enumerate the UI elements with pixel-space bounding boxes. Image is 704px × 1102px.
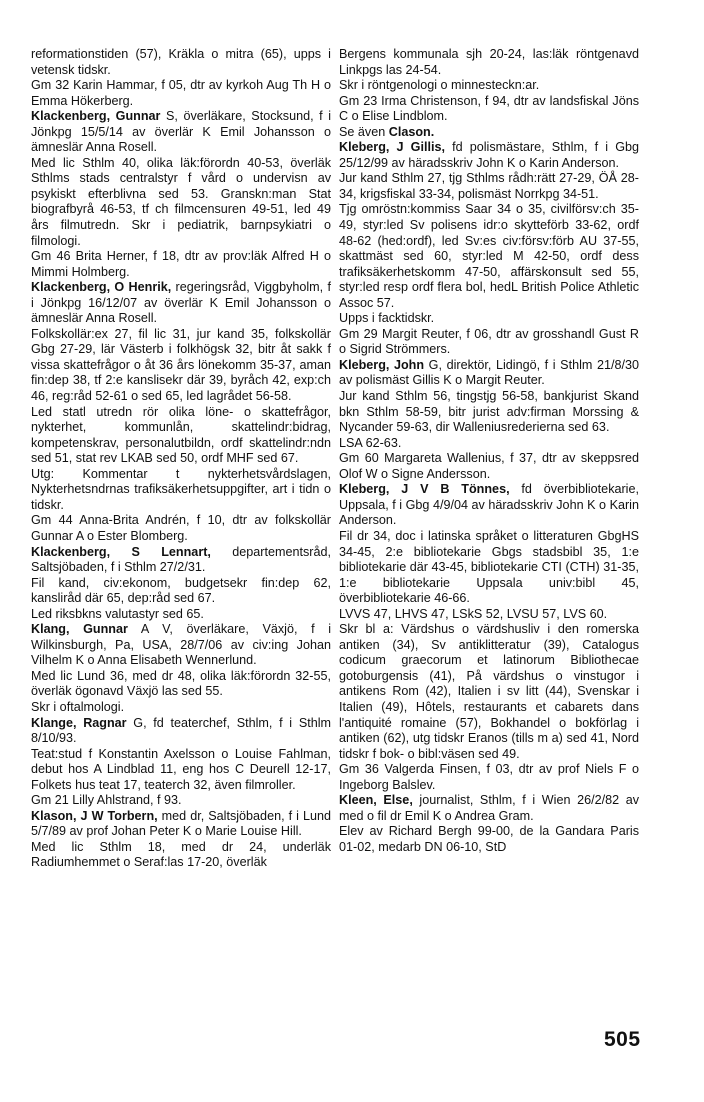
biography-paragraph — [339, 125, 639, 141]
biography-paragraph — [339, 47, 639, 78]
entry-name: Klackenberg, S Lennart, — [31, 544, 211, 559]
biography-paragraph — [31, 405, 331, 467]
paragraph-text: Gm 60 Margareta Wallenius, f 37, dtr av skeppsred Olof W o Signe Andersson. — [339, 451, 639, 481]
biography-paragraph — [339, 327, 639, 358]
biography-paragraph — [339, 389, 639, 436]
entry-name: Klackenberg, O Henrik, — [31, 280, 172, 295]
paragraph-text: Med lic Sthlm 40, olika läk:förordn 40-53, överläk Sthlms stads centralstyr f vård o undervisn av psykiskt efterblivna sed 53. Granskn:man Stat biografbyrå 46-53, tf ch filmcensuren 49-51, led 49 års filmutredn. Skr i pediatrik, barnpsykiatri o filmologi. — [31, 155, 331, 248]
biography-entry-heading-paragraph — [31, 809, 331, 840]
entry-name: Klang, Gunnar — [31, 622, 128, 637]
biography-paragraph — [339, 78, 639, 94]
paragraph-text: A V, överläkare, Växjö, f i Wilkinsburgh, Pa, USA, 28/7/06 av civ:ing Johan Vilhelm K o Anna Elisabeth Wennerlund. — [31, 622, 331, 668]
entry-name: Kleen, Else, — [339, 793, 413, 808]
biography-paragraph — [31, 700, 331, 716]
biography-paragraph — [339, 529, 639, 607]
biography-entry-heading-paragraph — [339, 793, 639, 824]
paragraph-text: G, direktör, Lidingö, f i Sthlm 21/8/30 av polismäst Gillis K o Margit Reuter. — [339, 357, 639, 388]
biography-entry-heading-paragraph — [31, 716, 331, 747]
paragraph-text: Jur kand Sthlm 27, tjg Sthlms rådh:rätt 27-29, ÖÅ 28-34, krigsfiskal 33-34, polismäst Norrkpg 34-51. — [339, 171, 639, 201]
biography-entry-heading-paragraph — [31, 545, 331, 576]
paragraph-text: Gm 44 Anna-Brita Andrén, f 10, dtr av folkskollär Gunnar A o Ester Blomberg. — [31, 513, 331, 543]
biography-paragraph — [339, 202, 639, 311]
biography-paragraph — [339, 94, 639, 125]
paragraph-text: Med lic Sthlm 18, med dr 24, underläk Radiumhemmet o Seraf:las 17-20, överläk — [31, 839, 331, 870]
biography-entry-heading-paragraph — [31, 280, 331, 327]
biography-paragraph — [31, 793, 331, 809]
biography-entry-heading-paragraph — [339, 358, 639, 389]
cross-reference-name: Clason. — [388, 124, 435, 139]
paragraph-text: Led statl utredn rör olika löne- o skattefrågor, nykterhet, kommunlån, skattelindr:bidrag, kompetenskrav, personalutbildn, ordf skattelindr:ndn sed 51, stat rev LKAB sed 50, ordf MHF sed 67. — [31, 404, 331, 466]
biography-paragraph — [339, 451, 639, 482]
paragraph-text: Jur kand Sthlm 56, tingstjg 56-58, bankjurist Skand bkn Sthlm 58-59, bitr jurist adv:firman Morssing & Nycander 59-63, dir Walleniusrederierna sed 63. — [339, 389, 639, 435]
entry-name: Klason, J W Torbern, — [31, 808, 158, 823]
entry-name: Kleberg, John — [339, 357, 425, 372]
paragraph-text: Fil kand, civ:ekonom, budgetsekr fin:dep 62, kansliråd där 65, dep:råd sed 67. — [31, 575, 331, 606]
biography-entry-heading-paragraph — [339, 140, 639, 171]
paragraph-text: Gm 36 Valgerda Finsen, f 03, dtr av prof Niels F o Ingeborg Balslev. — [339, 762, 639, 792]
paragraph-text: LSA 62-63. — [339, 435, 402, 450]
paragraph-text: Led riksbkns valutastyr sed 65. — [31, 606, 204, 621]
biography-paragraph — [31, 467, 331, 514]
biography-paragraph — [31, 156, 331, 249]
paragraph-text: Skr i röntgenologi o minnesteckn:ar. — [339, 78, 540, 93]
paragraph-text: S, överläkare, Stocksund, f i Jönkpg 15/5/14 av överlär K Emil Johansson o ämneslär Anna Rosell. — [31, 109, 332, 155]
entry-name: Klange, Ragnar — [31, 715, 127, 730]
paragraph-text: Fil dr 34, doc i latinska språket o litteraturen GbgHS 34-45, 2:e bibliotekarie Gbgs stadsbibl 35, 1:e bibliotekarie där 43-45, bibliotekarie CTI (CTH) 31-35, 1:e bibliotekarie Uppsala univ:bibl 45, överbibliotekarie 46-66. — [339, 528, 639, 606]
biography-paragraph — [339, 607, 639, 623]
paragraph-text: Gm 23 Irma Christenson, f 94, dtr av landsfiskal Jöns C o Elise Lindblom. — [339, 93, 639, 124]
paragraph-text: Upps i facktidskr. — [339, 311, 435, 326]
biography-entry-heading-paragraph — [31, 109, 331, 156]
biography-paragraph — [31, 78, 331, 109]
paragraph-text: G, fd teaterchef, Sthlm, f i Sthlm 8/10/93. — [31, 715, 332, 746]
paragraph-text: Med lic Lund 36, med dr 48, olika läk:förordn 32-55, överläk ögonavd Växjö las sed 55. — [31, 668, 331, 699]
paragraph-text: Teat:stud f Konstantin Axelsson o Louise Fahlman, debut hos A Lindblad 11, eng hos C Deurell 12-17, Folkets hus teat 17, teaterch 32, även filmroller. — [31, 746, 331, 792]
paragraph-text: Utg: Kommentar t nykterhetsvårdslagen, Nykterhetsndrnas trafiksäkerhetsuppgifter, art i tidn o tidskr. — [31, 466, 331, 512]
paragraph-text: LVVS 47, LHVS 47, LSkS 52, LVSU 57, LVS 60. — [339, 606, 608, 621]
entry-name: Klackenberg, Gunnar — [31, 109, 161, 124]
biography-paragraph — [339, 622, 639, 762]
biography-paragraph — [31, 669, 331, 700]
biography-entry-heading-paragraph — [31, 622, 331, 669]
paragraph-text: med dr, Saltsjöbaden, f i Lund 5/7/89 av prof Johan Peter K o Marie Louise Hill. — [31, 808, 331, 839]
entry-name: Kleberg, J Gillis, — [339, 140, 445, 155]
paragraph-text: Elev av Richard Bergh 99-00, de la Gandara Paris 01-02, medarb DN 06-10, StD — [339, 824, 639, 854]
paragraph-text: reformationstiden (57), Kräkla o mitra (65), upps i vetensk tidskr. — [31, 47, 331, 77]
paragraph-text: Skr bl a: Värdshus o värdshusliv i den romerska antiken (34), Sv antiklitteratur (39), Catalogus codicum graecorum et latinorum Bibliothecae gotoburgensis (41), På värdshus o vinstugor i antikens Rom (42), Italien i sv litt (44), Svenskar i Italien (49), Hôtels, restaurants et cabarets dans l'antiquité romaine (57), Bokhandel o bokförlag i antiken (62), utg tidskr Eranos (tills m a) sed 41, Nord tidskr f bok- o bibl:väsen sed 49. — [339, 622, 639, 761]
biography-paragraph — [31, 249, 331, 280]
biography-paragraph — [31, 327, 331, 405]
paragraph-text: Tjg omröstn:kommiss Saar 34 o 35, civilförsv:ch 35-49, styr:led Sv polisens idr:o skytteförb 33-62, ordf 48-62 (hed:ordf), led Sv:es civ:försv:förb AU 37-55, skattmäst sed 60, styr:led M 42-50, ordf dess trafiksäkerhetskomm 47-50, affärskonsult sed 55, styr:led resp ordf flera bol, hedL British Police Athletic Assoc 57. — [339, 202, 639, 310]
right-column — [339, 47, 639, 855]
biography-paragraph — [339, 171, 639, 202]
biography-paragraph — [339, 436, 639, 452]
paragraph-text: Gm 29 Margit Reuter, f 06, dtr av grosshandl Gust R o Sigrid Strömmers. — [339, 326, 639, 357]
biography-paragraph — [31, 576, 331, 607]
paragraph-text: Gm 32 Karin Hammar, f 05, dtr av kyrkoh Aug Th H o Emma Hökerberg. — [31, 78, 331, 108]
biography-paragraph — [339, 824, 639, 855]
biography-paragraph — [31, 840, 331, 871]
biography-paragraph — [31, 47, 331, 78]
biography-paragraph — [339, 762, 639, 793]
paragraph-text: journalist, Sthlm, f i Wien 26/2/82 av med o fil dr Emil K o Andrea Gram. — [339, 793, 639, 823]
paragraph-text: regeringsråd, Viggbyholm, f i Jönkpg 16/12/07 av överlär K Emil Johansson o ämneslär Anna Rosell. — [31, 280, 331, 326]
paragraph-text: Skr i oftalmologi. — [31, 699, 125, 714]
biography-paragraph — [339, 311, 639, 327]
paragraph-text: Bergens kommunala sjh 20-24, las:läk röntgenavd Linkpgs las 24-54. — [339, 47, 639, 77]
paragraph-text: Gm 21 Lilly Ahlstrand, f 93. — [31, 793, 182, 808]
paragraph-text: Se även — [339, 124, 389, 139]
biography-paragraph — [31, 513, 331, 544]
biography-entry-heading-paragraph — [339, 482, 639, 529]
page-number: 505 — [604, 1028, 641, 1051]
paragraph-text: Folkskollär:ex 27, fil lic 31, jur kand 35, folkskollär Gbg 27-29, lär Västerb i folkhögsk 32, bitr åt sakk f vissa skattefrågor o åt 36 års lönekomm 35-37, aman fin:dep 38, tf 2:e kanslisekr där 39, byråch 42, exp:ch 46, reg:råd 52-61 o sed 65, led lagrådet 56-58. — [31, 326, 331, 404]
paragraph-text: departementsråd, Saltsjöbaden, f i Sthlm 27/2/31. — [31, 544, 331, 575]
paragraph-text: Gm 46 Brita Herner, f 18, dtr av prov:läk Alfred H o Mimmi Holmberg. — [31, 249, 331, 279]
paragraph-text: fd polismästare, Sthlm, f i Gbg 25/12/99 av häradsskriv John K o Karin Anderson. — [339, 140, 639, 170]
left-column — [31, 47, 331, 871]
biography-paragraph — [31, 607, 331, 623]
entry-name: Kleberg, J V B Tönnes, — [339, 482, 510, 497]
biography-paragraph — [31, 747, 331, 794]
paragraph-text: fd överbibliotekarie, Uppsala, f i Gbg 4/9/04 av häradsskriv John K o Karin Anderson. — [339, 482, 639, 528]
